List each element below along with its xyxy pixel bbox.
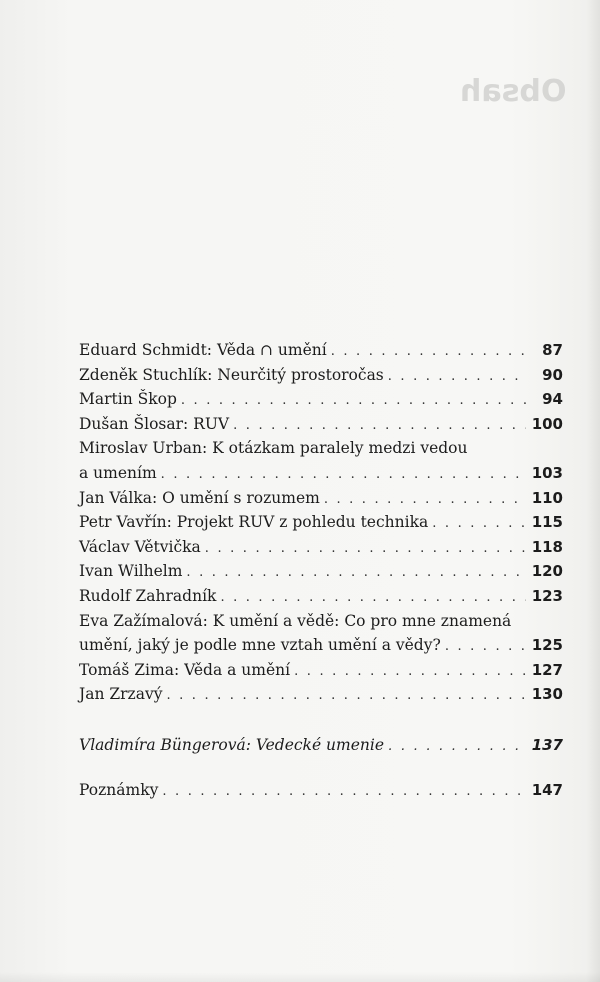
dot-leader — [388, 735, 526, 760]
toc-entry-title: Eva Zažímalová: K umění a vědě: Co pro mne znamená — [79, 611, 512, 630]
toc-page-number: 100 — [531, 414, 563, 433]
toc-afterword — [79, 733, 563, 758]
dot-leader — [166, 684, 525, 709]
toc-entry-line — [79, 609, 563, 634]
toc-entry-title: Zdeněk Stuchlík: Neurčitý prostoročas — [79, 365, 384, 384]
toc-entry-line — [79, 412, 563, 437]
toc-entry-line — [79, 778, 563, 803]
toc-page-number: 130 — [531, 685, 563, 704]
toc-entry-line — [79, 633, 563, 658]
toc-entry — [79, 436, 563, 485]
toc-entry-title: Vladimíra Büngerová: Vedecké umenie — [79, 735, 385, 754]
toc-page-number: 137 — [531, 735, 563, 754]
toc-entry — [79, 486, 563, 511]
toc-notes — [79, 778, 563, 803]
dot-leader — [162, 780, 525, 805]
toc-entry-title: Eduard Schmidt: Věda ∩ umění — [79, 341, 327, 359]
toc-page-number: 87 — [542, 341, 563, 359]
toc-entry-title: Miroslav Urban: K otázkam paralely medzi vedou — [79, 439, 468, 458]
toc-entry — [79, 778, 563, 803]
toc-entry-line — [79, 461, 563, 486]
toc-main-entries — [79, 338, 563, 707]
toc-page-number: 120 — [531, 562, 563, 581]
toc-entry — [79, 559, 563, 584]
toc-entry — [79, 387, 563, 412]
toc-page-number: 115 — [531, 513, 563, 532]
dot-leader — [432, 512, 525, 537]
toc-entry-line — [79, 535, 563, 560]
dot-leader — [294, 660, 526, 685]
toc-page-number: 127 — [531, 660, 563, 679]
toc-entry-title: Rudolf Zahradník — [79, 586, 217, 605]
toc-entry-title: Martin Škop — [79, 390, 177, 409]
toc-entry-title: Petr Vavřín: Projekt RUV z pohledu technika — [79, 513, 429, 532]
toc-page-number: 123 — [531, 586, 563, 605]
toc-page-number: 125 — [531, 636, 563, 655]
toc-entry — [79, 338, 563, 363]
dot-leader — [220, 586, 525, 611]
toc-entry-title: Václav Větvička — [79, 537, 201, 556]
toc-page-number: 118 — [531, 537, 563, 556]
toc-page-number: 147 — [531, 780, 563, 799]
toc-entry-title: Tomáš Zima: Věda a umění — [79, 660, 291, 679]
toc-entry — [79, 412, 563, 437]
toc-entry-title: umění, jaký je podle mne vztah umění a vědy? — [79, 636, 441, 655]
toc-entry-line — [79, 387, 563, 412]
toc-entry — [79, 363, 563, 388]
toc-entry-line — [79, 338, 563, 363]
toc-entry-line — [79, 733, 563, 758]
toc-entry-title: Jan Zrzavý — [79, 685, 163, 704]
toc-entry-line — [79, 436, 563, 461]
toc-entry-line — [79, 363, 563, 388]
toc-entry — [79, 510, 563, 535]
toc-entry — [79, 658, 563, 683]
toc-entry — [79, 535, 563, 560]
dot-leader — [186, 561, 525, 586]
toc-entry-title: Jan Válka: O umění s rozumem — [79, 488, 320, 507]
toc-entry-title: Dušan Šlosar: RUV — [79, 414, 230, 433]
page-edge-shadow — [0, 972, 600, 982]
toc-page-number: 110 — [531, 488, 563, 507]
toc-entry — [79, 682, 563, 707]
dot-leader — [233, 414, 526, 439]
page-edge-shadow — [586, 0, 600, 982]
show-through-heading: Obsah — [459, 74, 566, 109]
toc-page-number: 94 — [542, 390, 563, 409]
toc-page-number: 103 — [531, 463, 563, 482]
toc-entry-title: Ivan Wilhelm — [79, 562, 183, 581]
toc-entry-line — [79, 682, 563, 707]
toc-entry-title: a umením — [79, 463, 157, 482]
toc-entry — [79, 584, 563, 609]
toc-entry-title: Poznámky — [79, 780, 159, 799]
dot-leader — [324, 488, 526, 513]
toc-entry-line — [79, 510, 563, 535]
dot-leader — [445, 635, 526, 660]
dot-leader — [205, 537, 526, 562]
toc-entry — [79, 609, 563, 658]
dot-leader — [331, 340, 527, 365]
dot-leader — [181, 389, 527, 414]
toc-entry-line — [79, 584, 563, 609]
toc-entry-line — [79, 486, 563, 511]
toc-entry — [79, 733, 563, 758]
toc-entry-line — [79, 658, 563, 683]
dot-leader — [161, 463, 526, 488]
spacer — [79, 707, 563, 733]
toc-entry-line — [79, 559, 563, 584]
toc-page-number: 90 — [542, 365, 563, 384]
dot-leader — [388, 365, 527, 390]
table-of-contents — [79, 338, 563, 802]
spacer — [79, 758, 563, 778]
